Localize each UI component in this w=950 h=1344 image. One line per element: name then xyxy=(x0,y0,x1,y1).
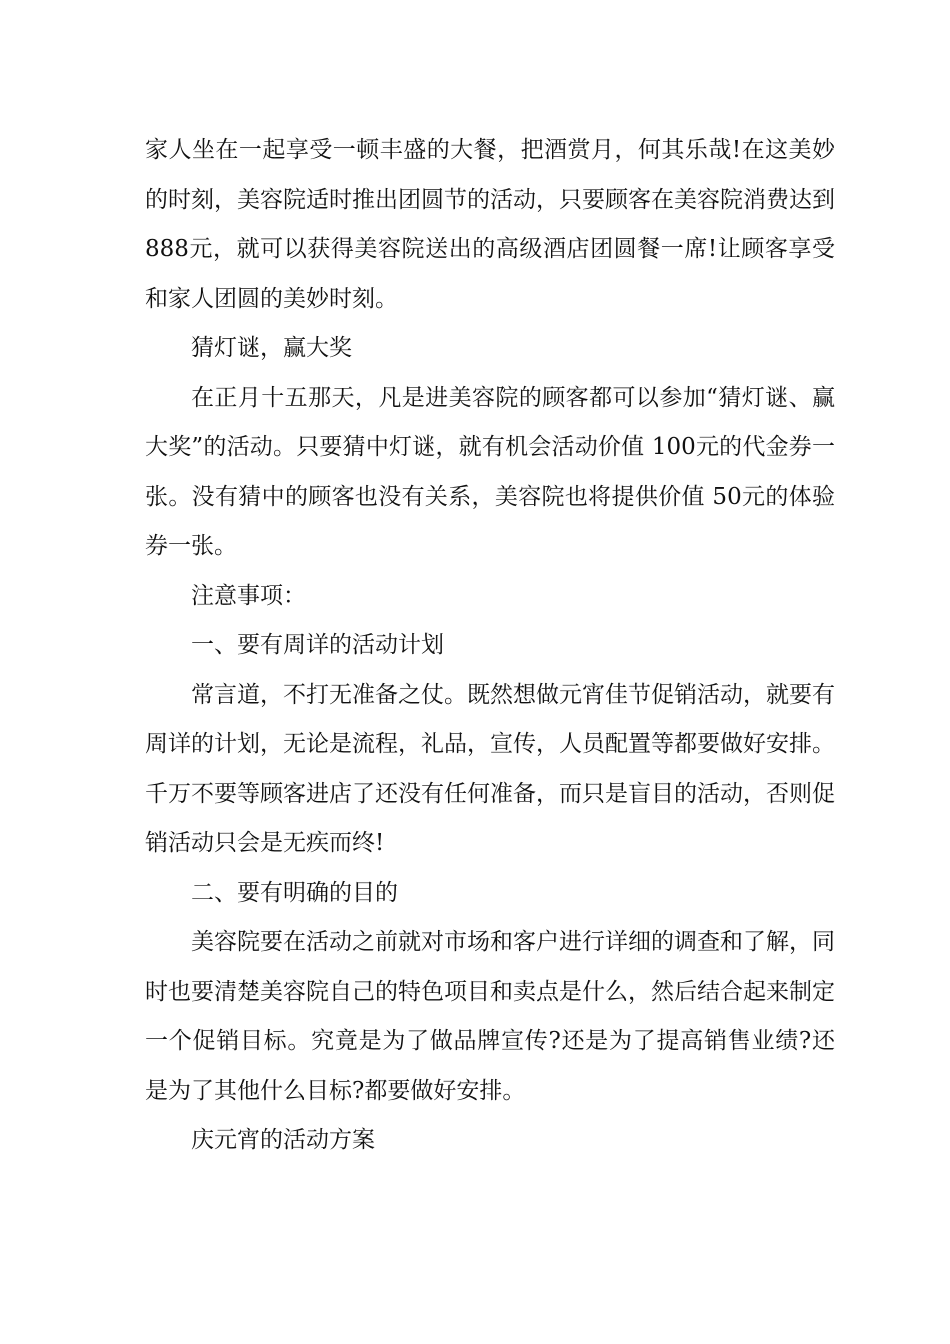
heading-lantern-festival-plan: 庆元宵的活动方案 xyxy=(191,1127,375,1153)
paragraph-goal: 美容院要在活动之前就对市场和客户进行详细的调查和了解，同时也要清楚美容院自己的特色项目和卖点是什么，然后结合起来制定一个促销目标。究竟是为了做品牌宣传?还是为了提高销售业绩?还是为了其他什么目标?都要做好安排。 xyxy=(145,929,835,1104)
paragraph-continued: 家人坐在一起享受一顿丰盛的大餐，把酒赏月，何其乐哉!在这美妙的时刻，美容院适时推出团圆节的活动，只要顾客在美容院消费达到888元，就可以获得美容院送出的高级酒店团圆餐一席!让顾客享受和家人团圆的美妙时刻。 xyxy=(145,137,835,312)
heading-notes: 注意事项： xyxy=(191,582,306,609)
heading-plan: 一、要有周详的活动计划 xyxy=(191,632,444,658)
heading-goal: 二、要有明确的目的 xyxy=(191,879,398,906)
document-body xyxy=(145,126,835,1166)
paragraph-lantern-riddle: 在正月十五那天，凡是进美容院的顾客都可以参加“猜灯谜、赢大奖”的活动。只要猜中灯谜，就有机会活动价值 100元的代金券一张。没有猜中的顾客也没有关系，美容院也将提供价值 50元的体验券一张。 xyxy=(145,384,835,559)
heading-lantern-riddle: 猜灯谜，赢大奖 xyxy=(191,335,352,361)
paragraph-plan: 常言道，不打无准备之仗。既然想做元宵佳节促销活动，就要有周详的计划，无论是流程，礼品，宣传，人员配置等都要做好安排。千万不要等顾客进店了还没有任何准备，而只是盲目的活动，否则促销活动只会是无疾而终! xyxy=(145,681,835,856)
